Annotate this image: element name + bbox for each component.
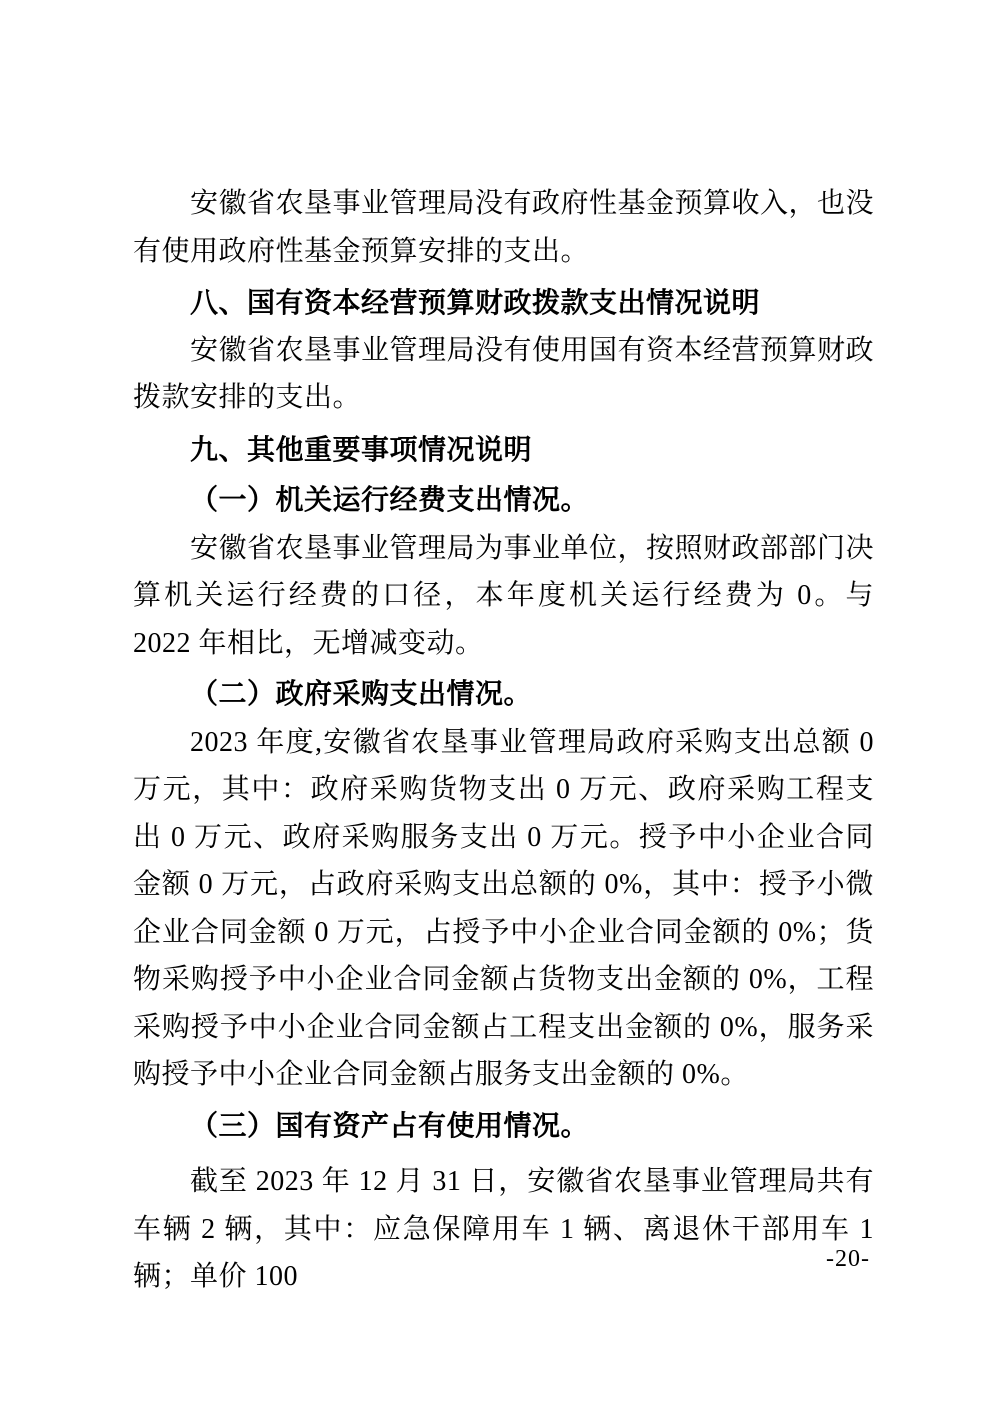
paragraph: 安徽省农垦事业管理局为事业单位，按照财政部部门决算机关运行经费的口径，本年度机关运行经费为 0。与 2022 年相比，无增减变动。	[133, 532, 875, 659]
document-content	[133, 180, 874, 1301]
section-heading: 九、其他重要事项情况说明	[190, 433, 533, 465]
subsection-heading: （二）政府采购支出情况。	[190, 679, 533, 710]
page-number: -20-	[826, 1246, 870, 1272]
subsection-heading: （一）机关运行经费支出情况。	[190, 485, 590, 516]
paragraph: 2023 年度,安徽省农垦事业管理局政府采购支出总额 0 万元，其中：政府采购货物支出 0 万元、政府采购工程支出 0 万元、政府采购服务支出 0 万元。授予中小企业合同金额 0 万元，占政府采购支出总额的 0%，其中：授予小微企业合同金额 0 万元，占授予中小企业合同金额的 0%；货物采购授予中小企业合同金额占货物支出金额的 0%，工程采购授予中小企业合同金额占工程支出金额的 0%，服务采购授予中小企业合同金额占服务支出金额的 0%。	[133, 726, 874, 1090]
paragraph: 截至 2023 年 12 月 31 日，安徽省农垦事业管理局共有车辆 2 辆，其中：应急保障用车 1 辆、离退休干部用车 1 辆；单价 100	[133, 1166, 874, 1292]
paragraph: 安徽省农垦事业管理局没有政府性基金预算收入，也没有使用政府性基金预算安排的支出。	[133, 188, 875, 267]
section-heading: 八、国有资本经营预算财政拨款支出情况说明	[190, 287, 761, 318]
paragraph: 安徽省农垦事业管理局没有使用国有资本经营预算财政拨款安排的支出。	[133, 334, 875, 413]
subsection-heading: （三）国有资产占有使用情况。	[190, 1110, 590, 1142]
